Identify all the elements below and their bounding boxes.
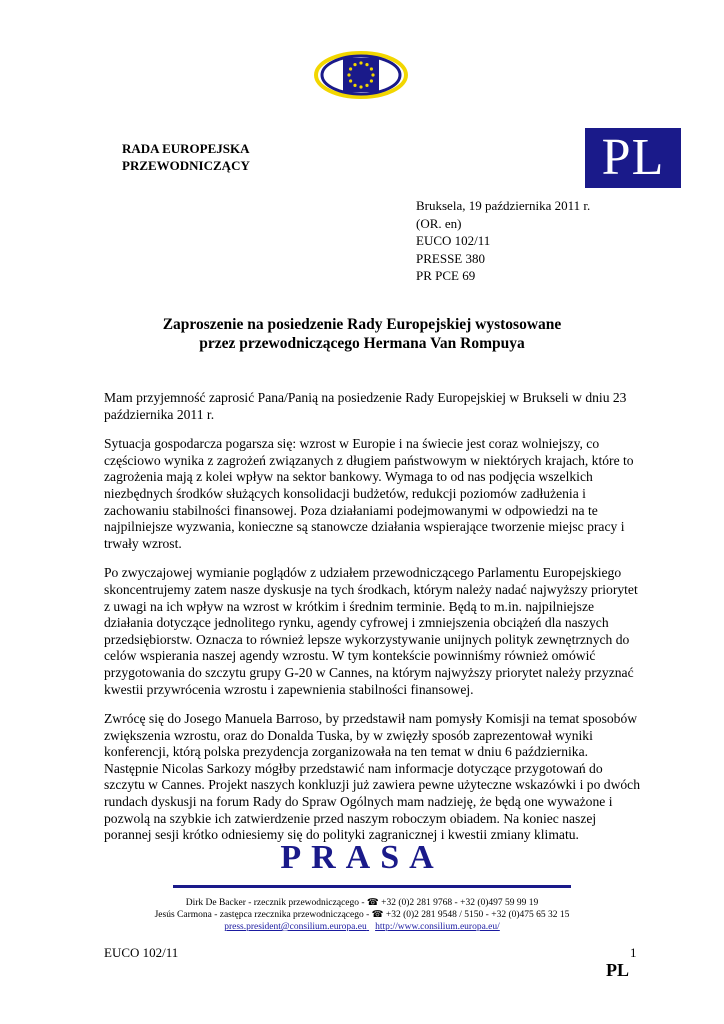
eu-council-logo [314,50,408,100]
letter-body [104,390,644,857]
council-role: PRZEWODNICZĄCY [122,158,250,173]
footer-document-reference: EUCO 102/11 [104,945,179,960]
place-date: Bruksela, 19 października 2011 r. [416,198,591,213]
euco-reference: EUCO 102/11 [416,233,491,248]
website-link[interactable]: http://www.consilium.europa.eu/ [375,922,500,932]
paragraph: Mam przyjemność zaprosić Pana/Panią na posiedzenie Rady Europejskiej w Brukseli w dniu 23 października 2011 r. [104,390,627,422]
press-email-link[interactable]: press.president@consilium.europa.eu [224,922,367,932]
title-line-2: przez przewodniczącego Hermana Van Rompuya [199,335,525,352]
paragraph: Po zwyczajowej wymianie poglądów z udziałem przewodniczącego Parlamentu Europejskiego skoncentrujemy zatem nasze dyskusje na tych środkach, którym należy nadać najwyższy priorytet z uwagi na ich wpływ na wzrost w krótkim i średnim terminie. Będą to m.in. najpilniejsze działania dotyczące jednolitego rynku, agendy cyfrowej i zmniejszenia obciążeń dla naszych przedsiębiorstw. Oznacza to również lepsze wykorzystywanie unijnych polityk zewnętrznych do celów wspierania naszej agendy wzrostu. W tym kontekście powinniśmy również omówić przygotowania do szczytu grupy G-20 w Cannes, na którym najwyższy priorytet należy przyznać kwestii przywrócenia wzrostu i zapewnienia stabilności finansowej. [104,565,638,697]
original-language: (OR. en) [416,215,462,231]
press-divider [173,885,571,888]
paragraph: Sytuacja gospodarcza pogarsza się: wzrost w Europie i na świecie jest coraz wolniejszy, co częściowo wynika z zagrożeń związanych z długiem państwowym w niektórych krajach, które to zagrożenia mają z kolei wpływ na sektor bankowy. Wymaga to od nas podjęcia wszelkich niezbędnych środków służących konsolidacji budżetów, redukcji poziomów zadłużenia i zachowaniu stabilności finansowej. Poza działaniami podejmowanymi w odpowiedzi na te najpilniejsze wyzwania, konieczne są stanowcze działania wspierające tworzenie miejsc pracy i trwały wzrost. [104,436,634,551]
presse-reference: PRESSE 380 [416,250,485,266]
council-name: RADA EUROPEJSKA [122,141,250,156]
spokesperson-contact: Dirk De Backer - rzecznik przewodniczącego - ☎ +32 (0)2 281 9768 - +32 (0)497 59 99 19 [185,898,539,908]
deputy-spokesperson-contact: Jesús Carmona - zastępca rzecznika przewodniczącego - ☎ +32 (0)2 281 9548 / 5150 - +32 (0)475 65 32 15 [154,910,570,920]
document-title [0,315,724,353]
eu-flag-emblem-icon [314,50,408,100]
press-banner: PRASA [280,839,444,876]
footer-language: PL [606,960,630,980]
council-heading [122,140,250,174]
title-line-1: Zaproszenie na posiedzenie Rady Europejskiej wystosowane [162,316,562,333]
press-links [0,921,724,933]
page-number: 1 [630,945,637,960]
language-badge: PL [585,128,681,188]
paragraph: Zwrócę się do Josego Manuela Barroso, by przedstawił nam pomysły Komisji na temat sposobów zwiększenia wzrostu, oraz do Donalda Tuska, by w zwięzły sposób zaprezentował wyniki konferencji, którą polska prezydencja zorganizowała na ten temat w dniu 6 października. Następnie Nicolas Sarkozy mógłby przedstawić nam informacje dotyczące przygotowań do szczytu w Cannes. Projekt naszych konkluzji już zawiera pewne użyteczne wskazówki i po dwóch rundach dyskusji na forum Rady do Spraw Ogólnych mam nadzieję, że będą one wyważone i pozwolą na szybkie ich zatwierdzenie przed naszym roboczym obiadem. Na koniec naszej porannej sesji krótko odniesiemy się do polityki zagranicznej i kwestii zmiany klimatu. [104,711,641,843]
document-meta [416,197,590,285]
pr-reference: PR PCE 69 [416,268,476,283]
press-contacts [0,897,724,933]
